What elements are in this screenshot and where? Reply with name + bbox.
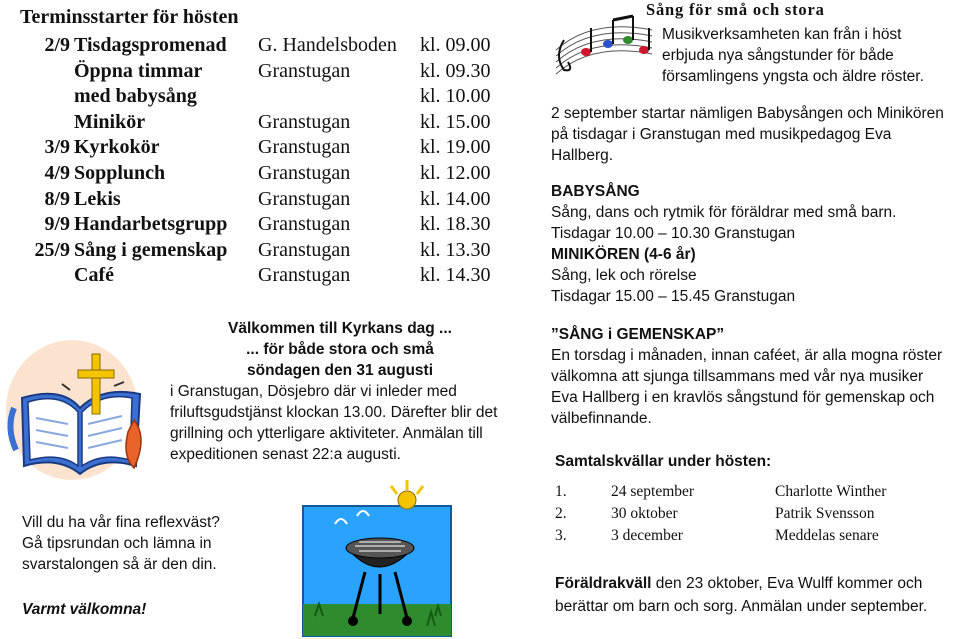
minikoren-desc: Sång, lek och rörelse [551, 267, 697, 284]
samtal-num: 3. [555, 527, 567, 544]
welcome-line3: söndagen den 31 augusti [246, 362, 434, 379]
schedule-time: kl. 12.00 [420, 162, 491, 184]
gemenskap-heading: ”SÅNG i GEMENSKAP” [551, 326, 725, 343]
schedule-time: kl. 19.00 [420, 136, 491, 159]
song-paragraph: 2 september startar nämligen Babysången och Minikören på tisdagar i Granstugan med musikpedagog Eva Hallberg. [551, 105, 944, 164]
babysang-block [551, 181, 951, 307]
schedule-place: Granstugan [258, 238, 351, 261]
schedule-date: 9/9 [44, 213, 70, 236]
schedule-place: Granstugan [258, 136, 351, 159]
reflex-text: Vill du ha vår fina reflexväst? Gå tipsrundan och lämna in svarstalongen så är den din. [22, 514, 220, 573]
schedule-event: Sång i gemenskap [74, 238, 228, 261]
schedule-event: Lekis [74, 187, 121, 210]
welcome-body: i Granstugan, Dösjebro där vi inleder med friluftsgudstjänst klockan 13.00. Därefter blir det grillning och ytterligare aktiviteter. Anmälan till expeditionen senast 22:a augusti. [170, 383, 498, 463]
welcome-block [170, 318, 510, 465]
music-notes-icon [552, 10, 658, 82]
schedule-place: Granstugan [258, 110, 351, 133]
schedule-time: kl. 18.30 [420, 213, 491, 236]
schedule-time: kl. 09.00 [420, 34, 491, 56]
schedule-event: Öppna timmar [74, 59, 203, 82]
song-title: Sång för små och stora [646, 0, 825, 19]
samtal-date: 24 september [611, 483, 695, 500]
babysang-desc: Sång, dans och rytmik för föräldrar med små barn. [551, 204, 897, 221]
schedule-place: Granstugan [258, 162, 351, 184]
closing-text: Varmt välkomna! [22, 601, 147, 618]
samtal-date: 3 december [611, 527, 683, 544]
schedule-event: Kyrkokör [74, 136, 160, 159]
schedule-date: 2/9 [44, 34, 70, 56]
schedule-date: 3/9 [44, 136, 70, 159]
schedule-place: Granstugan [258, 264, 351, 287]
welcome-line1: Välkommen till Kyrkans dag ... [228, 320, 452, 337]
schedule-place: Granstugan [258, 213, 351, 236]
schedule-time: kl. 09.30 [420, 59, 491, 82]
schedule-event: Tisdagspromenad [74, 34, 227, 56]
schedule-event: Café [74, 264, 114, 287]
samtal-num: 2. [555, 505, 567, 522]
schedule-event: Minikör [74, 110, 146, 133]
schedule-time: kl. 10.00 [420, 85, 491, 108]
samtal-title: Samtalskvällar under hösten: [555, 453, 772, 470]
samtal-num: 1. [555, 483, 567, 500]
gemenskap-desc: En torsdag i månaden, innan caféet, är alla mogna röster välkomna att sjunga tillsammans med vår nya musiker Eva Hallberg i en kravlös sångstund för gemenskap och välbefinnande. [551, 347, 943, 427]
schedule-date: 4/9 [44, 162, 70, 184]
samtal-name: Charlotte Winther [775, 483, 887, 500]
schedule-time: kl. 13.30 [420, 238, 491, 261]
schedule-date: 25/9 [34, 238, 70, 261]
schedule-date: 8/9 [44, 187, 70, 210]
schedule-place: Granstugan [258, 59, 351, 82]
schedule-event: med babysång [74, 85, 197, 108]
schedule-time: kl. 14.30 [420, 264, 491, 287]
samtal-date: 30 oktober [611, 505, 678, 522]
grill-icon [295, 476, 463, 639]
schedule-event: Handarbetsgrupp [74, 213, 228, 236]
minikoren-heading: MINIKÖREN (4-6 år) [551, 246, 696, 263]
minikoren-time: Tisdagar 15.00 – 15.45 Granstugan [551, 288, 796, 305]
babysang-time: Tisdagar 10.00 – 10.30 Granstugan [551, 225, 796, 242]
welcome-line2: ... för både stora och små [246, 341, 434, 358]
foraldrakvall-heading: Föräldrakväll [555, 575, 652, 592]
babysang-heading: BABYSÅNG [551, 183, 640, 200]
gemenskap-block [551, 324, 951, 429]
schedule-place: G. Handelsboden [258, 34, 397, 56]
schedule-time: kl. 14.00 [420, 187, 491, 210]
foraldrakvall-body: den 23 oktober, Eva Wulff kommer och berättar om barn och sorg. Anmälan under september. [555, 575, 928, 615]
schedule-time: kl. 15.00 [420, 110, 491, 133]
foraldrakvall-text [555, 572, 960, 618]
schedule-title: Terminsstarter för hösten [20, 6, 239, 28]
samtal-name: Meddelas senare [775, 527, 879, 544]
schedule-event: Sopplunch [74, 162, 166, 184]
samtal-name: Patrik Svensson [775, 505, 875, 522]
schedule-place: Granstugan [258, 187, 351, 210]
bible-icon [2, 328, 152, 488]
song-intro: Musikverksamheten kan från i höst erbjuda nya sångstunder för både församlingens yngsta och äldre röster. [662, 26, 924, 85]
